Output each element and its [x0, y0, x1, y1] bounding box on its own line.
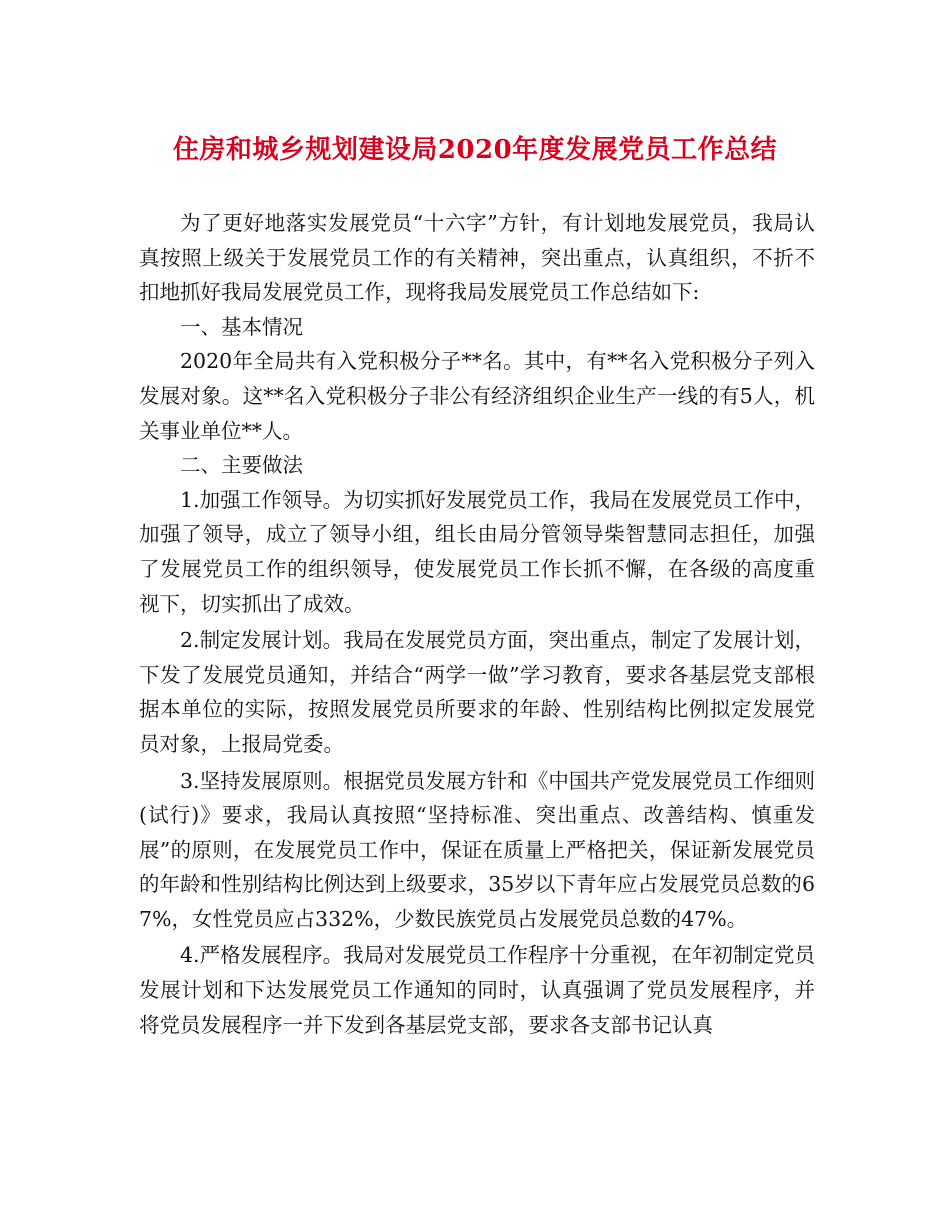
section-heading-main-practices: 二、主要做法	[180, 453, 303, 478]
paragraph-basic-situation: 2020年全局共有入党积极分子**名。其中，有**名入党积极分子列入发展对象。这**名入党积极分子非公有经济组织企业生产一线的有5人，机关事业单位**人。	[139, 349, 815, 443]
paragraph-intro: 为了更好地落实发展党员“十六字”方针，有计划地发展党员，我局认真按照上级关于发展党员工作的有关精神，突出重点，认真组织，不折不扣地抓好我局发展党员工作，现将我局发展党员工作总结如下:	[139, 211, 815, 305]
document-title: 住房和城乡规划建设局2020年度发展党员工作总结	[172, 135, 778, 165]
paragraph-practice-1: 1.加强工作领导。为切实抓好发展党员工作，我局在发展党员工作中，加强了领导，成立了领导小组，组长由局分管领导柴智慧同志担任，加强了发展党员工作的组织领导，使发展党员工作长抓不懈，在各级的高度重视下，切实抓出了成效。	[139, 487, 815, 616]
paragraph-practice-2: 2.制定发展计划。我局在发展党员方面，突出重点，制定了发展计划，下发了发展党员通知，并结合“两学一做”学习教育，要求各基层党支部根据本单位的实际，按照发展党员所要求的年龄、性别结构比例拟定发展党员对象，上报局党委。	[139, 628, 815, 756]
paragraph-practice-4: 4.严格发展程序。我局对发展党员工作程序十分重视，在年初制定党员发展计划和下达发展党员工作通知的同时，认真强调了党员发展程序，并将党员发展程序一并下发到各基层党支部，要求各支部书记认真	[139, 943, 815, 1037]
paragraph-practice-3: 3.坚持发展原则。根据党员发展方针和《中国共产党发展党员工作细则(试行)》要求，我局认真按照“坚持标准、突出重点、改善结构、慎重发展”的原则，在发展党员工作中，保证在质量上严格把关，保证新发展党员的年龄和性别结构比例达到上级要求，35岁以下青年应占发展党员总数的67%，女性党员应占332%，少数民族党员占发展党员总数的47%。	[139, 768, 815, 931]
document-body	[139, 206, 815, 1042]
section-heading-basic-situation: 一、基本情况	[180, 314, 303, 339]
